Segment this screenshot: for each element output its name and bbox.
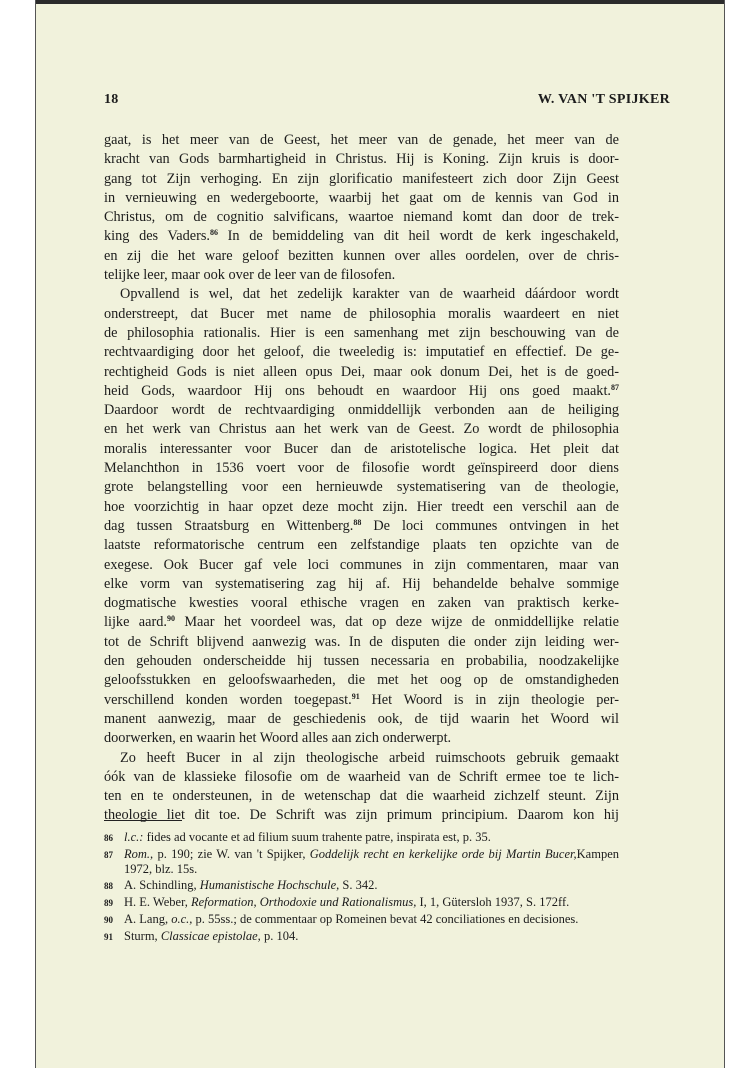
text-line: óók van de klassieke filosofie om de waarheid van de Schrift ermee toe te lich- — [104, 768, 619, 785]
text-line: rechtigheid Gods is niet alleen opus Dei, maar ook donum Dei, het is de goed- — [104, 363, 619, 380]
footnote-book-title: Classicae epistolae, — [160, 929, 261, 943]
footnote-ref[interactable]: 87 — [611, 382, 619, 392]
text-line: ten en te ondersteunen, in de wetenschap dat die waarheid zichzelf steunt. Zijn — [104, 788, 619, 805]
footnote-item — [104, 847, 619, 877]
text-segment: Het Woord is in zijn theologie per- — [359, 691, 619, 708]
footnote-text — [124, 847, 619, 877]
text-line: onderstreept, dat Bucer met name de philosophia moralis waardeert en niet — [104, 305, 619, 322]
text-segment: king des Vaders. — [104, 228, 210, 245]
text-segment: Maar het voordeel was, dat op deze wijze de onmiddellijke relatie — [174, 614, 619, 631]
text-line: de philosophia rationalis. Hier is een samenhang met zijn beschouwing van de — [104, 324, 619, 341]
footnote-author: A. Schindling, — [124, 878, 200, 892]
footnote-book-title: Reformation, Orthodoxie und Rationalismus, — [191, 895, 417, 909]
footnote-rest: p. 55ss.; de commentaar op Romeinen bevat 42 conciliationes en decisiones. — [192, 912, 579, 926]
footnote-item — [104, 912, 619, 928]
footnote-text — [124, 830, 619, 846]
footnote-item — [104, 929, 619, 945]
footnote-rest: S. 342. — [339, 878, 378, 892]
text-line: doorwerken, en waarin het Woord alles aan zich onderwerpt. — [104, 730, 452, 747]
footnote-rest: Kampen 1972, blz. 15s. — [124, 847, 619, 876]
text-line: gaat, is het meer van de Geest, het meer van de genade, het meer van de — [104, 132, 619, 148]
text-segment: verschillend konden worden toegepast. — [104, 691, 352, 708]
text-line: theologie liet dit toe. De Schrift was zijn primum principium. Daarom kon hij — [104, 807, 619, 824]
text-line — [104, 227, 619, 246]
footnote-item — [104, 878, 619, 894]
text-line: Daardoor wordt de rechtvaardiging onmiddellijk verbonden aan de heiliging — [104, 402, 619, 419]
footnote-author: A. Lang, — [124, 912, 172, 926]
footnote-text — [124, 895, 619, 911]
footnote-number: 89 — [104, 898, 113, 908]
body-text — [104, 131, 619, 826]
footnote-divider — [104, 820, 182, 821]
footnote-item — [104, 895, 619, 911]
text-segment: De loci communes ontvingen in het — [361, 517, 619, 534]
footnote-author: Sturm, — [124, 929, 161, 943]
running-header — [104, 92, 670, 108]
text-line: den gehouden onderscheidde hij tussen necessaria en probabilia, noodzakelijke — [104, 653, 619, 670]
footnote-citation: o.c., — [171, 912, 193, 926]
text-line — [104, 691, 619, 710]
text-line — [104, 382, 619, 401]
text-segment: heid Gods, waardoor Hij ons behoudt en waardoor Hij ons goed maakt. — [104, 382, 611, 399]
text-line: Opvallend is wel, dat het zedelijk karakter van de waarheid dáárdoor wordt — [120, 286, 619, 303]
footnote-book-title: Goddelijk recht en kerkelijke orde bij Martin Bucer, — [309, 847, 577, 861]
footnote-number: 90 — [104, 915, 113, 925]
footnote-number: 87 — [104, 850, 113, 860]
footnote-number: 88 — [104, 881, 113, 891]
footnote-number: 86 — [104, 833, 113, 843]
running-title: W. VAN 'T SPIJKER — [537, 92, 670, 107]
text-line: Zo heeft Bucer in al zijn theologische arbeid ruimschoots gebruik gemaakt — [120, 749, 619, 766]
text-line: grote belangstelling voor een hernieuwde systematisering van de theologie, — [104, 479, 619, 496]
text-line: laatste reformatorische centrum een zelfstandige plaats ten opzichte van de — [104, 537, 619, 554]
footnote-item — [104, 830, 619, 846]
text-line: rechtvaardiging door het geloof, die tweeledig is: imputatief en effectief. De ge- — [104, 344, 619, 361]
text-segment: lijke aard. — [104, 614, 167, 631]
footnote-number: 91 — [104, 932, 113, 942]
footnote-rest: fides ad vocante et ad filium suum trahente patre, inspirata est, p. 35. — [143, 830, 491, 844]
footnote-text — [124, 912, 619, 928]
footnote-ref[interactable]: 88 — [353, 517, 362, 527]
footnote-book-title: Humanistische Hochschule, — [199, 878, 340, 892]
text-segment: In de bemiddeling van dit heil wordt de kerk ingeschakeld, — [218, 228, 619, 245]
text-segment: dag tussen Straatsburg en Wittenberg. — [104, 517, 354, 534]
text-line: Christus, om de cognitio salvificans, waartoe niemand komt dan door de trek- — [104, 209, 619, 226]
page-number: 18 — [104, 92, 119, 107]
footnote-ref[interactable]: 86 — [210, 228, 218, 238]
footnote-ref[interactable]: 90 — [166, 614, 175, 624]
text-line: moralis interessanter voor Bucer dan de aristotelische logica. Het pleit dat — [104, 440, 619, 457]
text-line: telijke leer, maar ook over de leer van de filosofen. — [104, 267, 396, 284]
footnote-citation: Rom., — [124, 847, 154, 861]
footnote-ref[interactable]: 91 — [351, 691, 360, 701]
text-line: exegese. Ook Bucer gaf vele loci communes in zijn commentaren, maar van — [104, 556, 619, 573]
footnote-rest: p. 104. — [260, 929, 299, 943]
text-line: manent aanwezig, maar de geschiedenis ook, de tijd waarin het Woord wil — [104, 710, 619, 727]
text-line: Melanchthon in 1536 voert voor de filosofie wordt geïnspireerd door diens — [104, 460, 619, 477]
text-line: en het werk van Christus aan het werk van de Geest. Zo wordt de philosophia — [104, 421, 619, 438]
paragraph-3 — [104, 749, 619, 826]
text-line: tot de Schrift blijvend aanwezig was. In de disputen die onder zijn leiding wer- — [104, 633, 619, 650]
footnotes — [104, 830, 619, 946]
footnote-author: H. E. Weber, — [124, 895, 191, 909]
text-line: hoe voorzichtig in haar opzet deze mocht zijn. Hier treedt een verschil aan de — [104, 498, 619, 515]
footnote-rest: I, 1, Gütersloh 1937, S. 172ff. — [416, 895, 570, 909]
text-line: gang tot Zijn verhoging. En zijn glorificatio manifesteert zich door Zijn Geest — [104, 170, 619, 187]
text-line — [104, 517, 619, 536]
text-line — [104, 613, 619, 632]
text-line: geloofsstukken en geloofswaarheden, die met het oog op de omstandigheden — [104, 672, 619, 689]
footnote-rest: p. 190; zie W. van 't Spijker, — [153, 847, 310, 861]
footnote-text — [124, 878, 619, 894]
footnote-text — [124, 929, 619, 945]
text-line: kracht van Gods barmhartigheid in Christus. Hij is Koning. Zijn kruis is door- — [104, 151, 619, 168]
text-line: en zij die het ware geloof bezitten kunnen over alles oordelen, over de chris- — [104, 247, 619, 264]
paragraph-1 — [104, 131, 619, 285]
text-line: in vernieuwing en wedergeboorte, waarbij het gaat om de kennis van God in — [104, 189, 619, 206]
paragraph-2 — [104, 285, 619, 748]
footnote-citation: l.c.: — [124, 830, 144, 844]
text-line: elke vorm van systematisering zag hij af. Hij behandelde behalve sommige — [104, 575, 619, 592]
text-line: dogmatische kwesties vooral ethische vragen en zaken van praktisch kerke- — [104, 595, 619, 612]
